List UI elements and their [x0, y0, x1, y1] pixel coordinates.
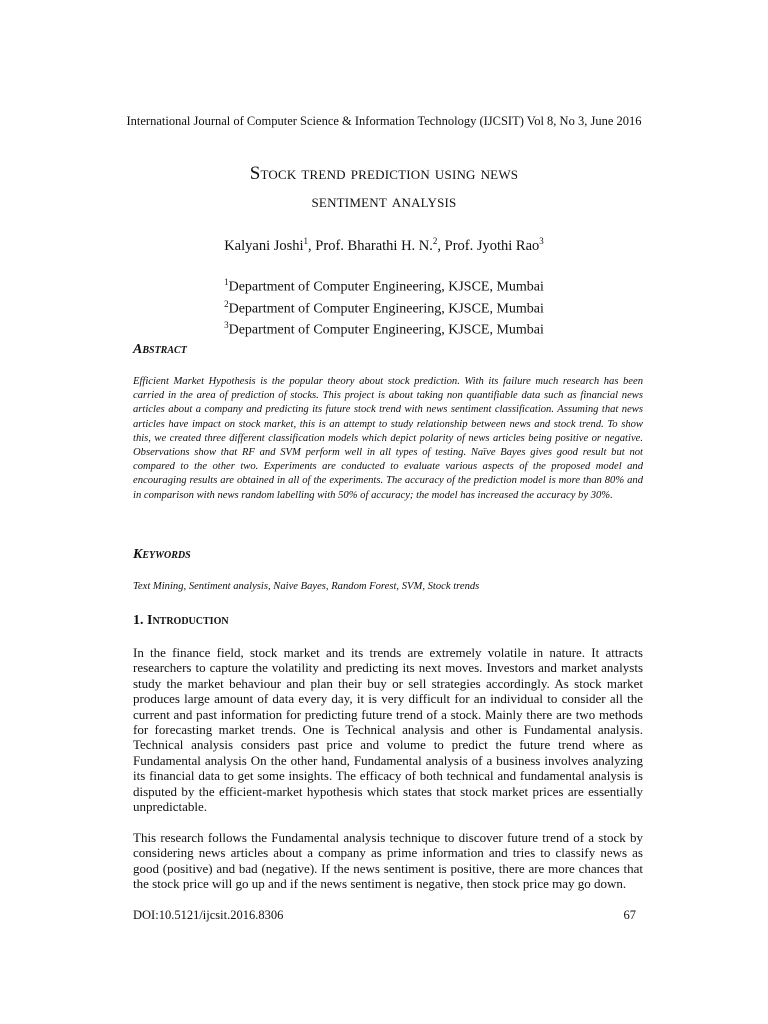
- author-sup: 2: [432, 236, 438, 246]
- page-number: 67: [623, 908, 636, 922]
- keywords-body: Text Mining, Sentiment analysis, Naive Bayes, Random Forest, SVM, Stock trends: [133, 581, 480, 592]
- author-name: Kalyani Joshi: [224, 237, 304, 254]
- affiliation-sup: 3: [224, 320, 229, 331]
- keywords-heading: Keywords: [133, 547, 191, 562]
- intro-paragraph: In the finance field, stock market and its trends are extremely volatile in nature. It attracts researchers to capture the volatility and predicting its next moves. Investors and market analysts study the market behaviour and plan their buy or sell strategies accordingly. As stock market produces large amount of data every day, it is very difficult for an individual to consider all the current and past information for predicting future trend of a stock. Mainly there are two methods for forecasting market trends. One is Technical analysis and other is Fundamental analysis. Technical analysis considers past price and volume to predict the future trend where as Fundamental analysis On the other hand, Fundamental analysis of a business involves analyzing its financial data to get some insights. The efficacy of both technical and fundamental analysis is disputed by the efficient-market hypothesis which states that stock market prices are essentially unpredictable.: [133, 645, 643, 815]
- author-sup: 1: [303, 236, 309, 246]
- author-separator: ,: [308, 237, 316, 254]
- paper-title: [0, 160, 768, 216]
- abstract-body: Efficient Market Hypothesis is the popular theory about stock prediction. With its failure much research has been carried in the area of prediction of stocks. This project is about taking non quantifiable data such as financial news articles about a company and predicting its future stock trend with news sentiment classification. Assuming that news articles have impact on stock market, this is an attempt to study relationship between news and stock trend. To show this, we created three different classification models which depict polarity of news articles being positive or negative. Observations show that RF and SVM perform well in all types of testing. Naïve Bayes gives good result but not compared to the other two. Experiments are conducted to evaluate various aspects of the proposed model and encouraging results are obtained in all of the experiments. The accuracy of the prediction model is more than 80% and in comparison with news random labelling with 50% of accuracy; the model has increased the accuracy by 30%.: [133, 376, 643, 501]
- affiliation-sup: 2: [224, 298, 229, 309]
- author-name: Prof. Jyothi Rao: [444, 237, 540, 254]
- affiliation-text: Department of Computer Engineering, KJSCE, Mumbai: [228, 301, 544, 317]
- affiliation-list: [0, 274, 768, 339]
- affiliation: [0, 274, 768, 296]
- affiliation-text: Department of Computer Engineering, KJSCE, Mumbai: [228, 322, 544, 338]
- title-line-2: sentiment analysis: [311, 191, 457, 212]
- introduction-heading: 1. Introduction: [133, 613, 229, 628]
- author-sup: 3: [539, 236, 544, 246]
- journal-header: International Journal of Computer Science & Information Technology (IJCSIT) Vol 8, No 3, June 2016: [126, 114, 642, 128]
- affiliation: [0, 296, 768, 318]
- affiliation-sup: 1: [224, 277, 229, 287]
- author-list: [0, 236, 768, 255]
- title-line-1: Stock trend prediction using news: [249, 163, 519, 184]
- author-separator: ,: [437, 237, 445, 254]
- doi: DOI:10.5121/ijcsit.2016.8306: [133, 908, 284, 922]
- affiliation-text: Department of Computer Engineering, KJSCE, Mumbai: [228, 279, 544, 295]
- abstract-heading: Abstract: [133, 342, 187, 357]
- intro-paragraph: This research follows the Fundamental analysis technique to discover future trend of a stock by considering news articles about a company as prime information and tries to classify news as good (positive) and bad (negative). If the news sentiment is positive, there are more chances that the stock price will go up and if the news sentiment is negative, then stock price may go down.: [133, 830, 643, 892]
- author-name: Prof. Bharathi H. N.: [315, 237, 433, 254]
- affiliation: [0, 317, 768, 339]
